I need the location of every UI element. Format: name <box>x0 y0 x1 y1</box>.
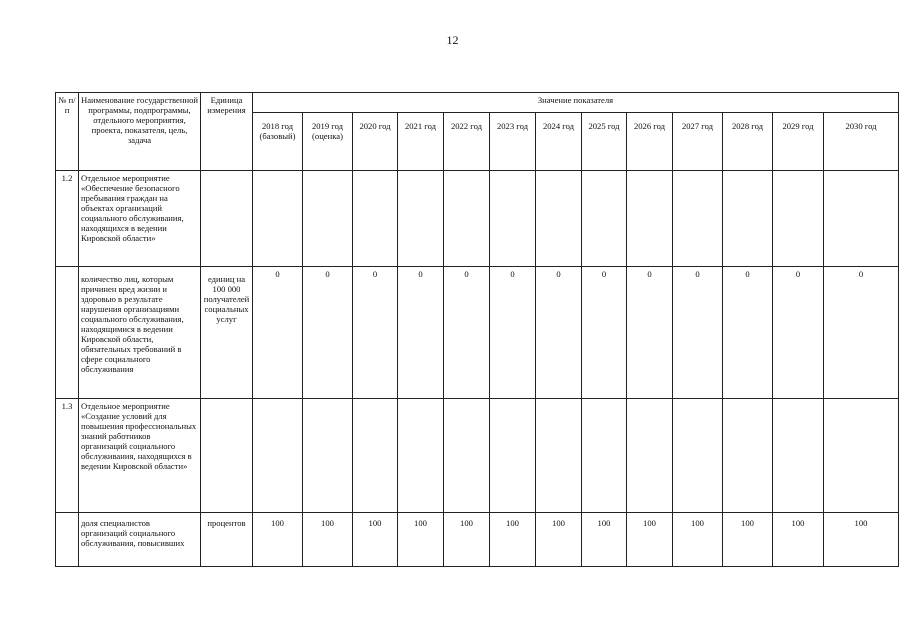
row-value: 100 <box>536 513 582 567</box>
row-number <box>56 513 79 567</box>
row-value: 100 <box>303 513 353 567</box>
row-value: 100 <box>444 513 490 567</box>
row-value: 100 <box>673 513 723 567</box>
header-year: 2021 год <box>398 113 444 171</box>
row-value: 0 <box>490 267 536 399</box>
row-value <box>490 399 536 513</box>
row-name: Отдельное мероприятие «Обеспечение безопасного пребывания граждан на объектах организаций социального обслуживания, находящихся в ведении Кировской области» <box>79 171 201 267</box>
row-unit <box>201 399 253 513</box>
header-year: 2025 год <box>582 113 627 171</box>
row-value <box>353 399 398 513</box>
row-value: 0 <box>723 267 773 399</box>
row-value: 100 <box>353 513 398 567</box>
header-year: 2029 год <box>773 113 824 171</box>
header-year: 2027 год <box>673 113 723 171</box>
row-value: 0 <box>444 267 490 399</box>
row-value: 100 <box>773 513 824 567</box>
row-value <box>582 171 627 267</box>
row-number: 1.3 <box>56 399 79 513</box>
row-value <box>398 171 444 267</box>
row-value <box>582 399 627 513</box>
row-value: 100 <box>582 513 627 567</box>
indicators-table <box>55 92 899 567</box>
header-values: Значение показателя <box>253 93 899 113</box>
row-value: 0 <box>536 267 582 399</box>
header-year: 2030 год <box>824 113 899 171</box>
row-value <box>303 399 353 513</box>
header-year: 2026 год <box>627 113 673 171</box>
row-value <box>824 171 899 267</box>
row-value <box>253 399 303 513</box>
table-row <box>56 513 899 567</box>
row-value: 100 <box>627 513 673 567</box>
row-value <box>490 171 536 267</box>
row-number: 1.2 <box>56 171 79 267</box>
header-year: 2023 год <box>490 113 536 171</box>
header-year: 2018 год (базовый) <box>253 113 303 171</box>
row-value <box>536 399 582 513</box>
row-name: доля специалистов организаций социального обслуживания, повысивших <box>79 513 201 567</box>
row-name: Отдельное мероприятие «Создание условий для повышения профессиональных знаний работников организаций социального обслуживания, находящихся в ведении Кировской области» <box>79 399 201 513</box>
row-value: 100 <box>398 513 444 567</box>
row-value <box>673 171 723 267</box>
row-value: 0 <box>398 267 444 399</box>
row-value: 0 <box>582 267 627 399</box>
row-value: 0 <box>353 267 398 399</box>
row-value <box>353 171 398 267</box>
row-number <box>56 267 79 399</box>
table-row <box>56 267 899 399</box>
row-value <box>398 399 444 513</box>
row-value <box>444 171 490 267</box>
header-num: № п/п <box>56 93 79 171</box>
row-name: количество лиц, которым причинен вред жизни и здоровью в результате нарушения организациями социального обслуживания, находящимися в ведении Кировской области, обязательных требований в сфере социального обслуживания <box>79 267 201 399</box>
row-value <box>723 171 773 267</box>
row-value <box>303 171 353 267</box>
row-value <box>673 399 723 513</box>
header-unit: Единица измерения <box>201 93 253 171</box>
table-row <box>56 171 899 267</box>
row-value: 100 <box>253 513 303 567</box>
row-value <box>773 171 824 267</box>
header-year: 2028 год <box>723 113 773 171</box>
row-value: 0 <box>673 267 723 399</box>
header-year: 2020 год <box>353 113 398 171</box>
row-unit <box>201 171 253 267</box>
row-unit: процентов <box>201 513 253 567</box>
row-value <box>627 399 673 513</box>
row-value <box>444 399 490 513</box>
row-value <box>773 399 824 513</box>
row-value: 0 <box>253 267 303 399</box>
header-year: 2024 год <box>536 113 582 171</box>
row-value <box>536 171 582 267</box>
row-value <box>627 171 673 267</box>
row-value: 0 <box>303 267 353 399</box>
page-number: 12 <box>446 33 459 47</box>
row-value <box>824 399 899 513</box>
row-value: 100 <box>723 513 773 567</box>
table-row <box>56 399 899 513</box>
row-value: 0 <box>627 267 673 399</box>
row-value: 100 <box>490 513 536 567</box>
header-year: 2019 год (оценка) <box>303 113 353 171</box>
row-value: 0 <box>824 267 899 399</box>
row-value <box>253 171 303 267</box>
row-value: 100 <box>824 513 899 567</box>
row-unit: единиц на 100 000 получателей социальных услуг <box>201 267 253 399</box>
header-year: 2022 год <box>444 113 490 171</box>
row-value: 0 <box>773 267 824 399</box>
row-value <box>723 399 773 513</box>
header-name: Наименование государственной программы, подпрограммы, отдельного мероприятия, проекта, показателя, цель, задача <box>79 93 201 171</box>
